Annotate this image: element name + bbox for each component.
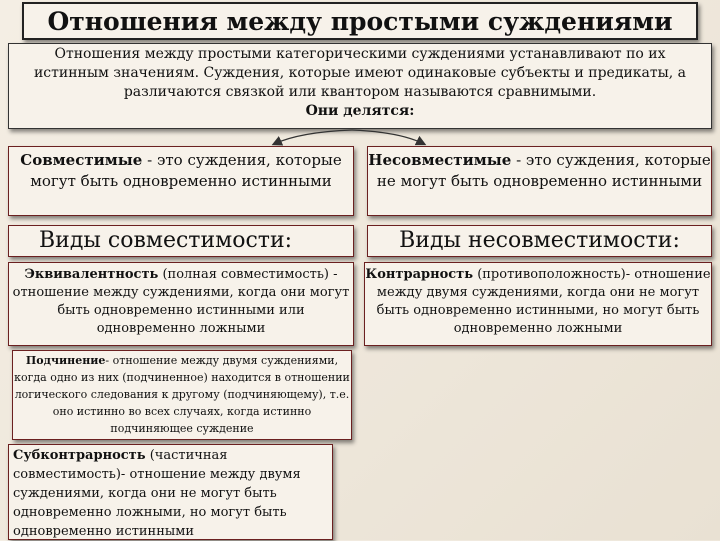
page-title: Отношения между простыми суждениями bbox=[22, 2, 698, 40]
equivalence-term: Эквивалентность bbox=[24, 267, 159, 282]
subordination-text: - отношение между двумя суждениями, когда одно из них (подчиненное) находится в отношении логического следования к другому (подчиняющему), т.е. оно истинно во всех случаях, когда истинно подчиняющее суждение bbox=[14, 354, 350, 435]
subordination-box bbox=[12, 350, 352, 440]
subordination-term: Подчинение bbox=[25, 354, 106, 367]
intro-box bbox=[8, 43, 712, 129]
equivalence-box bbox=[8, 262, 354, 346]
types-compatible-heading: Виды совместимости: bbox=[8, 225, 354, 257]
contrariety-box bbox=[364, 262, 712, 346]
intro-text: Отношения между простыми категорическими суждениями устанавливают по их истинным значениям. Суждения, которые имеют одинаковые субъекты и предикаты, а различаются связкой или квантором называются сравнимыми. bbox=[33, 46, 687, 100]
subcontrariety-box bbox=[8, 444, 333, 540]
equivalence-text: (полная совместимость) - отношение между суждениями, когда они могут быть одновременно истинными или одновременно ложными bbox=[12, 267, 350, 336]
subcontrariety-term: Субконтрарность bbox=[13, 448, 146, 463]
compatible-term: Совместимые bbox=[20, 151, 143, 169]
subcontrariety-text: (частичная совместимость)- отношение между двумя суждениями, когда они не могут быть одновременно ложными, но могут быть одновременно истинными bbox=[13, 448, 301, 539]
compatible-text: - это суждения, которые могут быть одновременно истинными bbox=[30, 151, 342, 190]
compatible-definition bbox=[8, 146, 354, 216]
contrariety-term: Контрарность bbox=[365, 267, 474, 282]
arrow-left bbox=[274, 130, 352, 144]
incompatible-text: - это суждения, которые не могут быть одновременно истинными bbox=[376, 151, 711, 190]
incompatible-definition bbox=[367, 146, 712, 216]
arrow-right bbox=[352, 130, 424, 144]
types-incompatible-heading: Виды несовместимости: bbox=[367, 225, 712, 257]
contrariety-text: (противоположность)- отношение между двумя суждениями, когда они не могут быть одновременно истинными, но могут быть одновременно ложными bbox=[376, 267, 711, 336]
incompatible-term: Несовместимые bbox=[368, 151, 512, 169]
intro-emphasis: Они делятся: bbox=[305, 103, 415, 119]
